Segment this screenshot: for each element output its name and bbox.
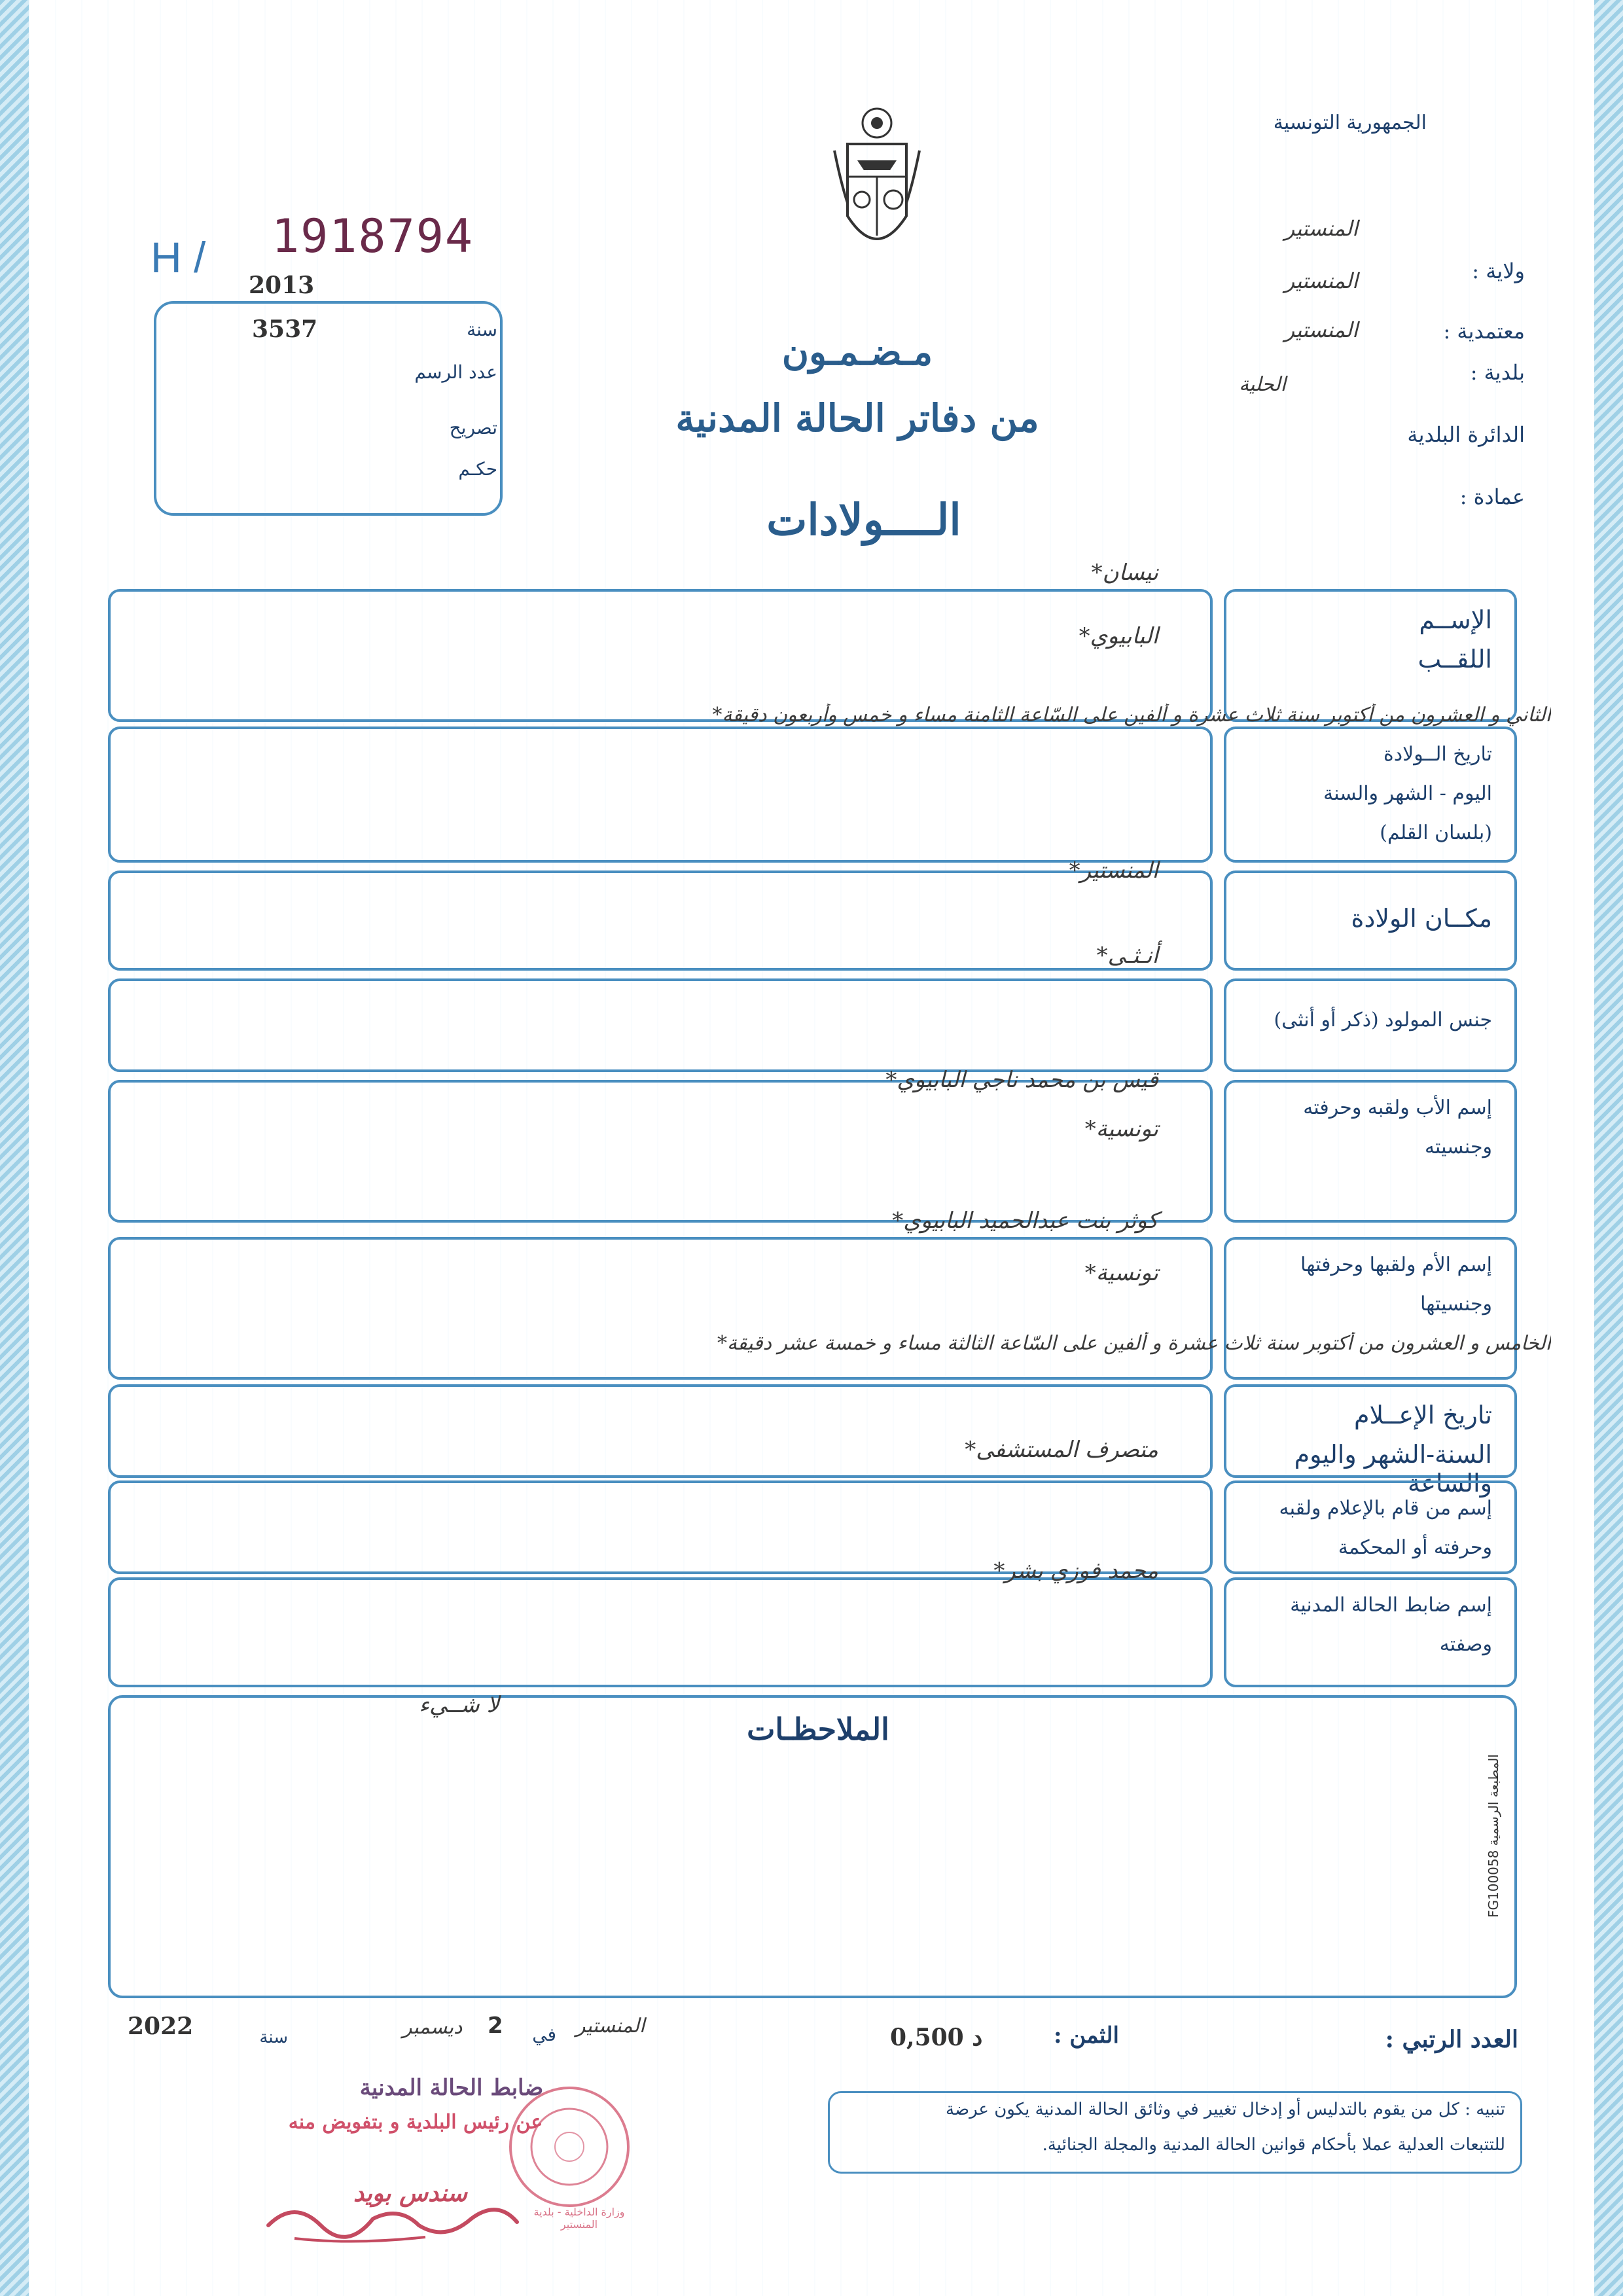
tunisia-coat-of-arms-icon	[821, 105, 933, 275]
mutamadiya-value: المنستير	[1284, 317, 1358, 342]
daira-label: الدائرة البلدية	[1407, 422, 1525, 447]
registry-declaration-label: تصريح	[449, 417, 497, 439]
right-security-border	[1594, 0, 1623, 2296]
baladiya-label: بلدية :	[1470, 360, 1525, 385]
serial-number: 1918794	[272, 209, 474, 263]
footer-price-label: الثمن :	[1054, 2022, 1119, 2049]
field-value-box	[108, 870, 1213, 971]
footer-year-word: سنة	[259, 2028, 288, 2047]
field-label: مكــان الولادة	[1351, 903, 1492, 933]
imada-label: عمادة :	[1459, 484, 1525, 509]
stamp-text: وزارة الداخلية - بلدية المنستير	[533, 2206, 625, 2231]
field-value: قيس بن محمد ناجي البابيوي*	[885, 1067, 1158, 1093]
wilaya-label: ولاية :	[1472, 259, 1525, 283]
field-label-box	[1224, 1480, 1517, 1574]
field-label: وحرفته أو المحكمة	[1338, 1536, 1492, 1559]
field-label: تاريخ الإعــلام	[1353, 1401, 1492, 1429]
field-value: أنـثـى*	[1096, 942, 1158, 969]
remarks-value: لا شــيء	[419, 1692, 499, 1718]
mutamadiya-label: معتمدية :	[1443, 319, 1525, 344]
warning-line1: تنبيه : كل من يقوم بالتدليس أو إدخال تغيير في وثائق الحالة المدنية يكون عرضة	[946, 2100, 1505, 2119]
officer-delegation: عن رئيس البلدية و بتفويض منه	[288, 2111, 543, 2134]
registry-act-number-value: 3537	[252, 315, 318, 343]
registry-judgment-label: حكـم	[458, 458, 497, 480]
field-value: محمد فوزي بشر*	[993, 1558, 1158, 1584]
footer-price-value: 0,500 د	[890, 2024, 983, 2051]
wilaya-value-top: المنستير	[1284, 216, 1358, 241]
field-label: جنس المولود (ذكر أو أنثى)	[1274, 1008, 1492, 1031]
registry-year-value: 2013	[249, 272, 315, 299]
field-label: وجنسيتها	[1420, 1293, 1492, 1316]
field-label: اللقــب	[1418, 645, 1492, 673]
serial-prefix: H /	[151, 233, 206, 281]
field-label: إسم الأم ولقبها وحرفتها	[1300, 1253, 1492, 1276]
field-label: (بلسان القلم)	[1380, 821, 1492, 844]
field-value: البابيوي*	[1079, 623, 1158, 649]
field-value-box	[108, 1577, 1213, 1687]
field-value-box	[108, 1080, 1213, 1223]
field-label: إسم من قام بالإعلام ولقبه	[1279, 1497, 1492, 1520]
field-value: كوثر بنت عبدالحميد البابيوي*	[892, 1208, 1158, 1234]
field-value-box	[108, 1384, 1213, 1478]
republic-heading: الجمهورية التونسية	[1273, 111, 1427, 134]
field-label: وصفته	[1439, 1633, 1492, 1656]
field-label: وجنسيته	[1424, 1136, 1492, 1158]
footer-place: المنستير	[576, 2015, 645, 2037]
registry-year-label: سنة	[467, 319, 497, 340]
field-value: الخامس و العشرون من أكتوبر سنة ثلاث عشرة و ألفين على السّاعة الثالثة مساء و خمسة عشر دقيقة*	[717, 1332, 1551, 1355]
field-label: الإســم	[1419, 605, 1492, 634]
officer-name: سندس بويد	[353, 2179, 467, 2207]
field-label: اليوم - الشهر والسنة	[1323, 782, 1492, 805]
field-value-box	[108, 726, 1213, 863]
section-title: الــــولادات	[766, 494, 961, 545]
footer-in-word: في	[532, 2024, 556, 2045]
baladiya-value: الحلية	[1239, 373, 1286, 396]
field-value: تونسية*	[1084, 1260, 1158, 1286]
field-value-box	[108, 1237, 1213, 1380]
footer-year: 2022	[128, 2013, 194, 2040]
field-value-box	[108, 589, 1213, 722]
field-label: تاريخ الــولادة	[1383, 743, 1492, 766]
footer-serial-label: العدد الرتبي :	[1385, 2026, 1518, 2053]
field-label: إسم ضابط الحالة المدنية	[1290, 1594, 1492, 1617]
field-value: متصرف المستشفى*	[965, 1437, 1158, 1463]
left-security-border	[0, 0, 29, 2296]
registry-act-number-label: عدد الرسم	[414, 361, 497, 383]
printer-code: المطبعة الرسمية FG100058	[1486, 1754, 1501, 1918]
title-line1: مـضـمـون	[781, 331, 933, 374]
field-value: المنستير*	[1069, 857, 1158, 884]
footer-day: 2	[488, 2013, 503, 2039]
field-value-box	[108, 978, 1213, 1072]
field-value: الثاني و العشرون من أكتوبر سنة ثلاث عشرة و ألفين على السّاعة الثامنة مساء و خمس وأربعون دقيقة*	[712, 704, 1551, 726]
officer-title: ضابط الحالة المدنية	[359, 2075, 544, 2101]
field-value: نيسان*	[1091, 560, 1158, 586]
wilaya-value: المنستير	[1284, 268, 1358, 293]
warning-line2: للتتبعات العدلية عملا بأحكام قوانين الحالة المدنية والمجلة الجنائية.	[1042, 2135, 1505, 2155]
footer-month: ديسمبر	[402, 2016, 463, 2039]
title-line2: من دفاتر الحالة المدنية	[675, 396, 1039, 440]
field-label: السنة-الشهر واليوم والساعة	[1294, 1440, 1492, 1498]
remarks-label: الملاحظـات	[747, 1712, 889, 1747]
field-label: إسم الأب ولقبه وحرفته	[1303, 1096, 1492, 1119]
field-value: تونسية*	[1084, 1116, 1158, 1142]
